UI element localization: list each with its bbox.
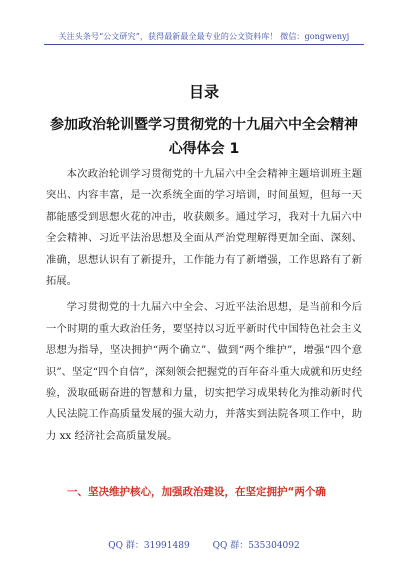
- body-paragraph-2: 学习贯彻党的十九届六中全会、习近平法治思想，是当前和今后一个时期的重大政治任务，要坚持以习近平新时代中国特色社会主义思想为指导，坚决拥护“两个确立”、做到“两个维护”，增强“四个意识”、坚定“四个自信”，深刻领会把握党的百年奋斗重大成就和历史经验，汲取砥砺奋进的智慧和力量，切实把学习成果转化为推动新时代人民法院工作高质量发展的强大动力，并落实到法院各项工作中，助力 xx 经济社会高质量发展。: [46, 301, 362, 442]
- toc-title: 目录: [188, 83, 219, 101]
- footer-qq-group-1: QQ 群：31991489: [108, 541, 190, 551]
- footer-qq-group-2: QQ 群：535304092: [212, 541, 300, 551]
- header-note: 关注头条号“公文研究”，获得最新最全最专业的公文资料库！ 微信：gongwenyj: [58, 32, 350, 41]
- header-divider: [44, 44, 364, 45]
- footer: [0, 538, 408, 551]
- body-paragraph-1: 本次政治轮训学习贯彻党的十九届六中全会精神主题培训班主题突出、内容丰富，是一次系统全面的学习培训，时间虽短，但每一天都能感受到思想火花的冲击，收获颇多。通过学习，我对十九届六中全会精神、习近平法治思想及全面从严治党理解得更加全面、深刻、准确，思想认识有了新提升，工作能力有了新增强，工作思路有了新拓展。: [46, 168, 362, 288]
- section-heading: 一、坚决维护核心，加强政治建设，在坚定拥护“两个确: [67, 486, 326, 498]
- document-body: [46, 164, 362, 452]
- document-title: 参加政治轮训暨学习贯彻党的十九届六中全会精神心得体会 1: [50, 117, 358, 157]
